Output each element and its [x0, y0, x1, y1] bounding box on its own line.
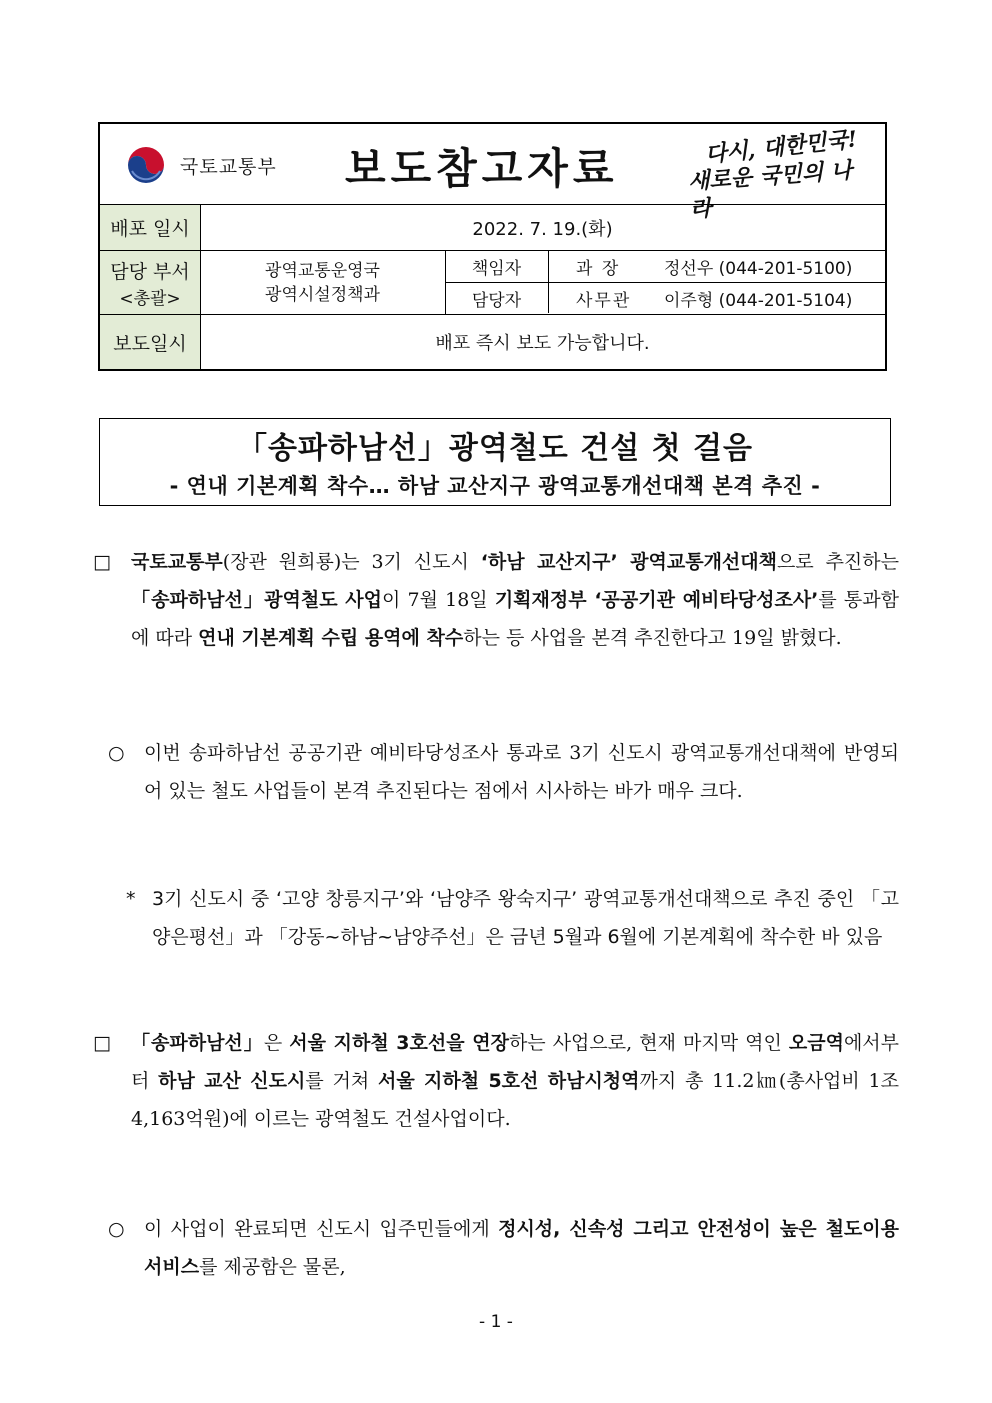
- document-type-title: 보도참고자료: [345, 144, 619, 193]
- paragraph-1: [93, 543, 899, 657]
- department-division: 광역시설정책과: [265, 284, 380, 305]
- contact-name-phone: 이주형 (044-201-5104): [664, 290, 853, 311]
- department-label-cell: [100, 251, 201, 314]
- release-time-value: 배포 즉시 보도 가능합니다.: [435, 333, 650, 354]
- department-label: 담당 부서: [110, 260, 190, 283]
- contact-info: [548, 283, 885, 313]
- footnote: [126, 880, 899, 956]
- distribution-date-row: [100, 204, 885, 250]
- taegeuk-emblem-icon: [122, 141, 170, 189]
- circle-bullet-icon: ○: [108, 1218, 125, 1240]
- contact-row-officer: [445, 283, 885, 313]
- slogan-line-1: 다시, 대한민국!: [704, 126, 859, 168]
- contact-name-phone: 정선우 (044-201-5100): [664, 259, 853, 279]
- circle-bullet-icon: ○: [108, 742, 125, 764]
- department-bureau: 광역교통운영국: [265, 260, 380, 281]
- ministry-name: 국토교통부: [180, 155, 277, 178]
- paragraph-text: 국토교통부(장관 원희룡)는 3기 신도시 ‘하남 교산지구’ 광역교통개선대책으로 추진하는 「송파하남선」광역철도 사업이 7월 18일 기획재정부 ‘공공기관 예비타당성조사’를 통과함에 따라 연내 기본계획 수립 용역에 착수하는 등 사업을 본격 추진한다고 19일 밝혔다.: [131, 551, 899, 649]
- ministry-logo: [122, 140, 277, 190]
- main-title: 「송파하남선」광역철도 건설 첫 걸음: [236, 431, 754, 466]
- square-bullet-icon: □: [93, 1032, 111, 1054]
- header-row: [100, 124, 885, 223]
- government-slogan: [685, 126, 860, 223]
- department-label-sub: <총괄>: [119, 288, 181, 309]
- paragraph-3: [93, 1024, 899, 1138]
- contact-row-manager: [445, 251, 885, 283]
- contact-role: 담당자: [445, 283, 549, 313]
- press-info-table: [98, 122, 887, 371]
- department-names: [200, 251, 446, 314]
- paragraph-2: [108, 734, 899, 810]
- paragraph-text: 「송파하남선」은 서울 지하철 3호선을 연장하는 사업으로, 현재 마지막 역인 오금역에서부터 하남 교산 신도시를 거쳐 서울 지하철 5호선 하남시청역까지 총 11.2㎞(총사업비 1조 4,163억원)에 이르는 광역철도 건설사업이다.: [131, 1032, 900, 1130]
- release-time-row: [100, 314, 885, 369]
- paragraph-4: [108, 1210, 899, 1286]
- page-number: - 1 -: [479, 1312, 513, 1332]
- contact-info: [548, 251, 885, 282]
- footnote-text: 3기 신도시 중 ‘고양 창릉지구’와 ‘남양주 왕숙지구’ 광역교통개선대책으로 추진 중인 「고양은평선」과 「강동~하남~남양주선」은 금년 5월과 6월에 기본계획에 착수한 바 있음: [152, 888, 899, 948]
- contact-position: 과 장: [576, 259, 621, 279]
- paragraph-text: 이 사업이 완료되면 신도시 입주민들에게 정시성, 신속성 그리고 안전성이 높은 철도이용 서비스를 제공함은 물론,: [144, 1218, 899, 1278]
- slogan-line-2: 새로운 국민의 나라: [687, 157, 853, 223]
- paragraph-text: 이번 송파하남선 공공기관 예비타당성조사 통과로 3기 신도시 광역교통개선대책에 반영되어 있는 철도 사업들이 본격 추진된다는 점에서 시사하는 바가 매우 크다.: [144, 742, 899, 802]
- asterisk-bullet-icon: *: [126, 888, 136, 910]
- sub-title: - 연내 기본계획 착수… 하남 교산지구 광역교통개선대책 본격 추진 -: [169, 474, 821, 498]
- headline-box: [99, 418, 891, 506]
- release-time-label: 보도일시: [100, 315, 201, 369]
- square-bullet-icon: □: [93, 551, 111, 573]
- contact-position: 사무관: [576, 290, 632, 311]
- distribution-date-value: 2022. 7. 19.(화): [472, 218, 613, 240]
- distribution-date-label: 배포 일시: [100, 205, 201, 250]
- contact-role: 책임자: [445, 251, 549, 282]
- department-row: [100, 250, 885, 314]
